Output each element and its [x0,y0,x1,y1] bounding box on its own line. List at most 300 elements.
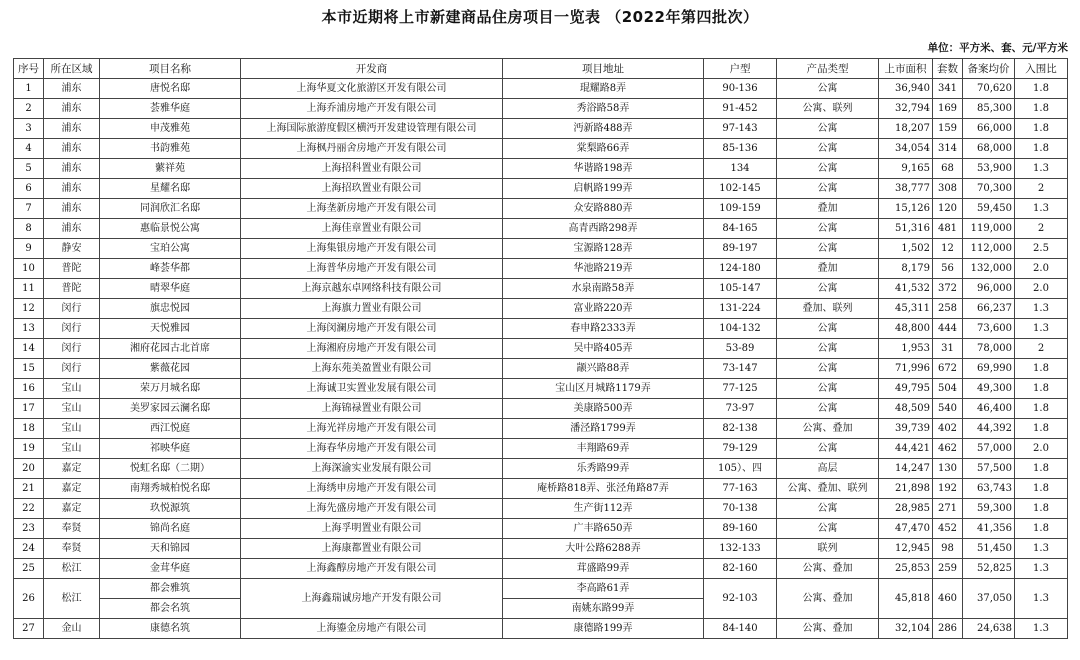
header-cell: 项目名称 [100,59,241,79]
cell-size: 79-129 [704,439,777,459]
cell-floor-area: 71,996 [879,359,933,379]
cell-floor-area: 34,054 [879,139,933,159]
cell-size: 132-133 [704,539,777,559]
cell-address: 生产街112弄 [503,499,704,519]
cell-price: 53,900 [963,159,1015,179]
header-cell: 备案均价 [963,59,1015,79]
cell-size: 90-136 [704,79,777,99]
cell-address: 琨耀路8弄 [503,79,704,99]
table-row [14,279,1068,299]
cell-size: 91-452 [704,99,777,119]
cell-area: 闵行 [44,319,100,339]
cell-floor-area: 45,818 [879,579,933,619]
cell-no: 11 [14,279,44,299]
cell-developer: 上海招玖置业有限公司 [241,179,503,199]
cell-ratio: 1.8 [1015,459,1068,479]
cell-size: 109-159 [704,199,777,219]
header-cell: 套数 [933,59,963,79]
cell-area: 闵行 [44,299,100,319]
cell-floor-area: 28,985 [879,499,933,519]
cell-floor-area: 39,739 [879,419,933,439]
cell-units: 68 [933,159,963,179]
cell-units: 372 [933,279,963,299]
cell-type: 公寓 [777,219,879,239]
cell-floor-area: 48,800 [879,319,933,339]
cell-no: 10 [14,259,44,279]
cell-address: 乐秀路99弄 [503,459,704,479]
cell-type: 公寓 [777,339,879,359]
cell-address: 高青西路298弄 [503,219,704,239]
cell-developer: 上海绣申房地产开发有限公司 [241,479,503,499]
cell-name: 天和锦园 [100,539,241,559]
cell-area: 松江 [44,559,100,579]
cell-developer: 上海鑫瑞诚房地产开发有限公司 [241,579,503,619]
table-row [14,619,1068,639]
cell-size: 82-138 [704,419,777,439]
header-cell: 户型 [704,59,777,79]
cell-area: 普陀 [44,279,100,299]
cell-price: 66,000 [963,119,1015,139]
cell-floor-area: 38,777 [879,179,933,199]
cell-units: 452 [933,519,963,539]
cell-no: 19 [14,439,44,459]
cell-developer: 上海乔浦房地产开发有限公司 [241,99,503,119]
cell-area: 嘉定 [44,499,100,519]
cell-no: 26 [14,579,44,619]
table-row [14,499,1068,519]
cell-address: 秀浴路58弄 [503,99,704,119]
cell-name: 都会名筑 [100,599,241,619]
cell-name: 旗忠悦园 [100,299,241,319]
cell-units: 192 [933,479,963,499]
cell-size: 102-145 [704,179,777,199]
cell-price: 57,000 [963,439,1015,459]
cell-type: 公寓 [777,279,879,299]
cell-floor-area: 18,207 [879,119,933,139]
cell-address: 潘泾路1799弄 [503,419,704,439]
cell-size: 124-180 [704,259,777,279]
cell-floor-area: 41,532 [879,279,933,299]
cell-area: 奉贤 [44,519,100,539]
cell-address: 茸盛路99弄 [503,559,704,579]
cell-address: 宝源路128弄 [503,239,704,259]
cell-units: 462 [933,439,963,459]
cell-name: 南翔秀城柏悦名邸 [100,479,241,499]
cell-developer: 上海集银房地产开发有限公司 [241,239,503,259]
cell-type: 公寓 [777,499,879,519]
cell-name: 申茂雅苑 [100,119,241,139]
cell-ratio: 1.8 [1015,139,1068,159]
cell-price: 70,620 [963,79,1015,99]
cell-type: 公寓 [777,139,879,159]
cell-no: 27 [14,619,44,639]
cell-size: 84-140 [704,619,777,639]
cell-developer: 上海佳章置业有限公司 [241,219,503,239]
cell-price: 78,000 [963,339,1015,359]
cell-floor-area: 32,104 [879,619,933,639]
cell-name: 紫薇花园 [100,359,241,379]
cell-units: 56 [933,259,963,279]
cell-size: 53-89 [704,339,777,359]
table-row [14,519,1068,539]
cell-no: 23 [14,519,44,539]
cell-floor-area: 36,940 [879,79,933,99]
cell-developer: 上海康都置业有限公司 [241,539,503,559]
cell-name: 同润欣汇名邸 [100,199,241,219]
table-row [14,199,1068,219]
cell-developer: 上海普华房地产开发有限公司 [241,259,503,279]
table-row [14,379,1068,399]
cell-units: 271 [933,499,963,519]
cell-units: 504 [933,379,963,399]
cell-units: 130 [933,459,963,479]
header-cell: 序号 [14,59,44,79]
cell-area: 浦东 [44,219,100,239]
table-row [14,299,1068,319]
cell-size: 77-125 [704,379,777,399]
cell-ratio: 2.5 [1015,239,1068,259]
cell-price: 59,300 [963,499,1015,519]
cell-size: 92-103 [704,579,777,619]
cell-size: 73-97 [704,399,777,419]
cell-price: 59,450 [963,199,1015,219]
header-cell: 产品类型 [777,59,879,79]
cell-size: 77-163 [704,479,777,499]
cell-area: 浦东 [44,119,100,139]
cell-developer: 上海鎏金房地产有限公司 [241,619,503,639]
cell-units: 402 [933,419,963,439]
cell-ratio: 2 [1015,219,1068,239]
header-cell: 项目地址 [503,59,704,79]
cell-price: 24,638 [963,619,1015,639]
cell-units: 341 [933,79,963,99]
cell-ratio: 1.3 [1015,579,1068,619]
cell-name: 荣万月城名邸 [100,379,241,399]
cell-no: 1 [14,79,44,99]
cell-floor-area: 1,953 [879,339,933,359]
table-row [14,139,1068,159]
cell-price: 112,000 [963,239,1015,259]
cell-no: 25 [14,559,44,579]
cell-floor-area: 47,470 [879,519,933,539]
cell-address: 华池路219弄 [503,259,704,279]
cell-developer: 上海鑫醇房地产开发有限公司 [241,559,503,579]
table-row [14,479,1068,499]
cell-name: 宝珀公寓 [100,239,241,259]
cell-units: 444 [933,319,963,339]
cell-price: 68,000 [963,139,1015,159]
cell-address: 水泉南路58弄 [503,279,704,299]
cell-ratio: 1.8 [1015,99,1068,119]
cell-price: 119,000 [963,219,1015,239]
cell-units: 314 [933,139,963,159]
cell-ratio: 1.8 [1015,499,1068,519]
cell-area: 浦东 [44,99,100,119]
cell-price: 41,356 [963,519,1015,539]
cell-units: 98 [933,539,963,559]
cell-developer: 上海光祥房地产开发有限公司 [241,419,503,439]
cell-no: 7 [14,199,44,219]
header-cell: 上市面积 [879,59,933,79]
cell-name: 悦虹名邸（二期） [100,459,241,479]
table-row [14,439,1068,459]
cell-ratio: 2.0 [1015,279,1068,299]
cell-address: 春申路2333弄 [503,319,704,339]
cell-name: 峰荟华都 [100,259,241,279]
cell-size: 84-165 [704,219,777,239]
cell-no: 6 [14,179,44,199]
cell-developer: 上海先盛房地产开发有限公司 [241,499,503,519]
cell-type: 公寓、叠加、联列 [777,479,879,499]
table-row [14,359,1068,379]
cell-name: 康德名筑 [100,619,241,639]
cell-units: 259 [933,559,963,579]
cell-type: 公寓 [777,379,879,399]
cell-address: 富业路220弄 [503,299,704,319]
cell-units: 258 [933,299,963,319]
cell-name: 金茸华庭 [100,559,241,579]
cell-ratio: 1.3 [1015,159,1068,179]
cell-floor-area: 14,247 [879,459,933,479]
cell-ratio: 1.3 [1015,539,1068,559]
cell-type: 公寓 [777,179,879,199]
cell-name: 湘府花园古北首席 [100,339,241,359]
cell-type: 公寓 [777,319,879,339]
cell-no: 4 [14,139,44,159]
page-title: 本市近期将上市新建商品住房项目一览表 （2022年第四批次） [321,8,759,26]
cell-price: 73,600 [963,319,1015,339]
cell-ratio: 1.3 [1015,559,1068,579]
header-cell: 开发商 [241,59,503,79]
cell-address: 棠梨路66弄 [503,139,704,159]
cell-no: 22 [14,499,44,519]
cell-units: 169 [933,99,963,119]
cell-ratio: 1.8 [1015,479,1068,499]
header-cell: 入围比 [1015,59,1068,79]
cell-price: 132,000 [963,259,1015,279]
cell-floor-area: 49,795 [879,379,933,399]
cell-name: 蘩祥苑 [100,159,241,179]
cell-type: 公寓 [777,399,879,419]
cell-size: 89-197 [704,239,777,259]
cell-address: 庵桥路818弄、张泾角路87弄 [503,479,704,499]
cell-no: 8 [14,219,44,239]
table-row [14,339,1068,359]
cell-ratio: 1.8 [1015,359,1068,379]
cell-type: 公寓、叠加 [777,559,879,579]
cell-price: 37,050 [963,579,1015,619]
cell-name: 书韵雅苑 [100,139,241,159]
cell-type: 公寓 [777,439,879,459]
cell-no: 15 [14,359,44,379]
cell-units: 460 [933,579,963,619]
cell-name: 荟雅华庭 [100,99,241,119]
cell-type: 公寓、叠加 [777,579,879,619]
cell-area: 闵行 [44,339,100,359]
cell-name: 星耀名邸 [100,179,241,199]
table-row [14,119,1068,139]
cell-price: 70,300 [963,179,1015,199]
cell-type: 高层 [777,459,879,479]
cell-type: 联列 [777,539,879,559]
table-row [14,179,1068,199]
cell-type: 叠加 [777,199,879,219]
cell-area: 闵行 [44,359,100,379]
cell-floor-area: 21,898 [879,479,933,499]
cell-ratio: 1.3 [1015,299,1068,319]
cell-name: 玖悦源筑 [100,499,241,519]
cell-area: 浦东 [44,199,100,219]
table-row [14,219,1068,239]
cell-area: 宝山 [44,439,100,459]
header-cell: 所在区域 [44,59,100,79]
cell-units: 672 [933,359,963,379]
cell-floor-area: 12,945 [879,539,933,559]
cell-name: 都会雅筑 [100,579,241,599]
cell-type: 叠加、联列 [777,299,879,319]
cell-type: 公寓 [777,239,879,259]
cell-price: 51,450 [963,539,1015,559]
header-row [14,59,1068,79]
cell-type: 公寓 [777,79,879,99]
cell-address: 沔新路488弄 [503,119,704,139]
cell-type: 叠加 [777,259,879,279]
cell-floor-area: 1,502 [879,239,933,259]
cell-area: 金山 [44,619,100,639]
cell-ratio: 1.8 [1015,399,1068,419]
cell-no: 2 [14,99,44,119]
cell-ratio: 2 [1015,179,1068,199]
cell-area: 浦东 [44,179,100,199]
cell-size: 73-147 [704,359,777,379]
cell-no: 20 [14,459,44,479]
cell-area: 嘉定 [44,459,100,479]
cell-developer: 上海锦禄置业有限公司 [241,399,503,419]
cell-area: 浦东 [44,79,100,99]
cell-developer: 上海招科置业有限公司 [241,159,503,179]
cell-price: 46,400 [963,399,1015,419]
cell-type: 公寓、叠加 [777,419,879,439]
cell-name: 西江悦庭 [100,419,241,439]
cell-address: 广丰路650弄 [503,519,704,539]
cell-type: 公寓 [777,159,879,179]
cell-units: 31 [933,339,963,359]
table-row [14,539,1068,559]
cell-type: 公寓、叠加 [777,619,879,639]
cell-size: 105-147 [704,279,777,299]
cell-developer: 上海枫丹丽舍房地产开发有限公司 [241,139,503,159]
cell-size: 131-224 [704,299,777,319]
cell-developer: 上海京越东卓网络科技有限公司 [241,279,503,299]
cell-type: 公寓 [777,359,879,379]
cell-developer: 上海闵澜房地产开发有限公司 [241,319,503,339]
cell-area: 宝山 [44,379,100,399]
cell-address: 丰翔路69弄 [503,439,704,459]
cell-area: 静安 [44,239,100,259]
cell-price: 69,990 [963,359,1015,379]
cell-developer: 上海国际旅游度假区横沔开发建设管理有限公司 [241,119,503,139]
cell-units: 286 [933,619,963,639]
table-row [14,399,1068,419]
cell-name: 晴翠华庭 [100,279,241,299]
cell-units: 540 [933,399,963,419]
cell-size: 82-160 [704,559,777,579]
cell-price: 85,300 [963,99,1015,119]
cell-developer: 上海春华房地产开发有限公司 [241,439,503,459]
cell-address: 宝山区月城路1179弄 [503,379,704,399]
cell-units: 481 [933,219,963,239]
cell-developer: 上海旗力置业有限公司 [241,299,503,319]
cell-name: 锦尚名庭 [100,519,241,539]
table-row [14,459,1068,479]
cell-floor-area: 32,794 [879,99,933,119]
cell-size: 70-138 [704,499,777,519]
cell-no: 18 [14,419,44,439]
cell-floor-area: 9,165 [879,159,933,179]
table-row [14,579,1068,599]
cell-no: 3 [14,119,44,139]
cell-name: 祁映华庭 [100,439,241,459]
cell-area: 松江 [44,579,100,619]
cell-price: 49,300 [963,379,1015,399]
cell-price: 63,743 [963,479,1015,499]
cell-price: 66,237 [963,299,1015,319]
cell-no: 21 [14,479,44,499]
cell-ratio: 1.8 [1015,419,1068,439]
cell-area: 普陀 [44,259,100,279]
cell-floor-area: 15,126 [879,199,933,219]
cell-address: 华谐路198弄 [503,159,704,179]
cell-address: 众安路880弄 [503,199,704,219]
cell-area: 浦东 [44,139,100,159]
cell-type: 公寓 [777,119,879,139]
cell-name: 美罗家园云澜名邸 [100,399,241,419]
cell-units: 12 [933,239,963,259]
cell-ratio: 2 [1015,339,1068,359]
cell-ratio: 2.0 [1015,259,1068,279]
cell-address: 启帆路199弄 [503,179,704,199]
table-row [14,159,1068,179]
cell-developer: 上海深渝实业发展有限公司 [241,459,503,479]
cell-price: 96,000 [963,279,1015,299]
cell-ratio: 1.3 [1015,199,1068,219]
cell-price: 52,825 [963,559,1015,579]
cell-name: 惠临景悦公寓 [100,219,241,239]
cell-address: 颛兴路88弄 [503,359,704,379]
cell-units: 120 [933,199,963,219]
cell-no: 13 [14,319,44,339]
unit-note: 单位：平方米、套、元/平方米 [927,42,1068,54]
cell-floor-area: 44,421 [879,439,933,459]
cell-ratio: 1.3 [1015,319,1068,339]
table-row [14,79,1068,99]
cell-developer: 上海华夏文化旅游区开发有限公司 [241,79,503,99]
cell-area: 宝山 [44,419,100,439]
cell-ratio: 1.8 [1015,519,1068,539]
table-row [14,559,1068,579]
table-row [14,419,1068,439]
cell-developer: 上海湘府房地产开发有限公司 [241,339,503,359]
cell-price: 44,392 [963,419,1015,439]
cell-units: 159 [933,119,963,139]
cell-ratio: 2.0 [1015,439,1068,459]
cell-address: 大叶公路6288弄 [503,539,704,559]
cell-size: 89-160 [704,519,777,539]
cell-ratio: 1.8 [1015,79,1068,99]
cell-area: 浦东 [44,159,100,179]
cell-ratio: 1.8 [1015,379,1068,399]
cell-floor-area: 8,179 [879,259,933,279]
